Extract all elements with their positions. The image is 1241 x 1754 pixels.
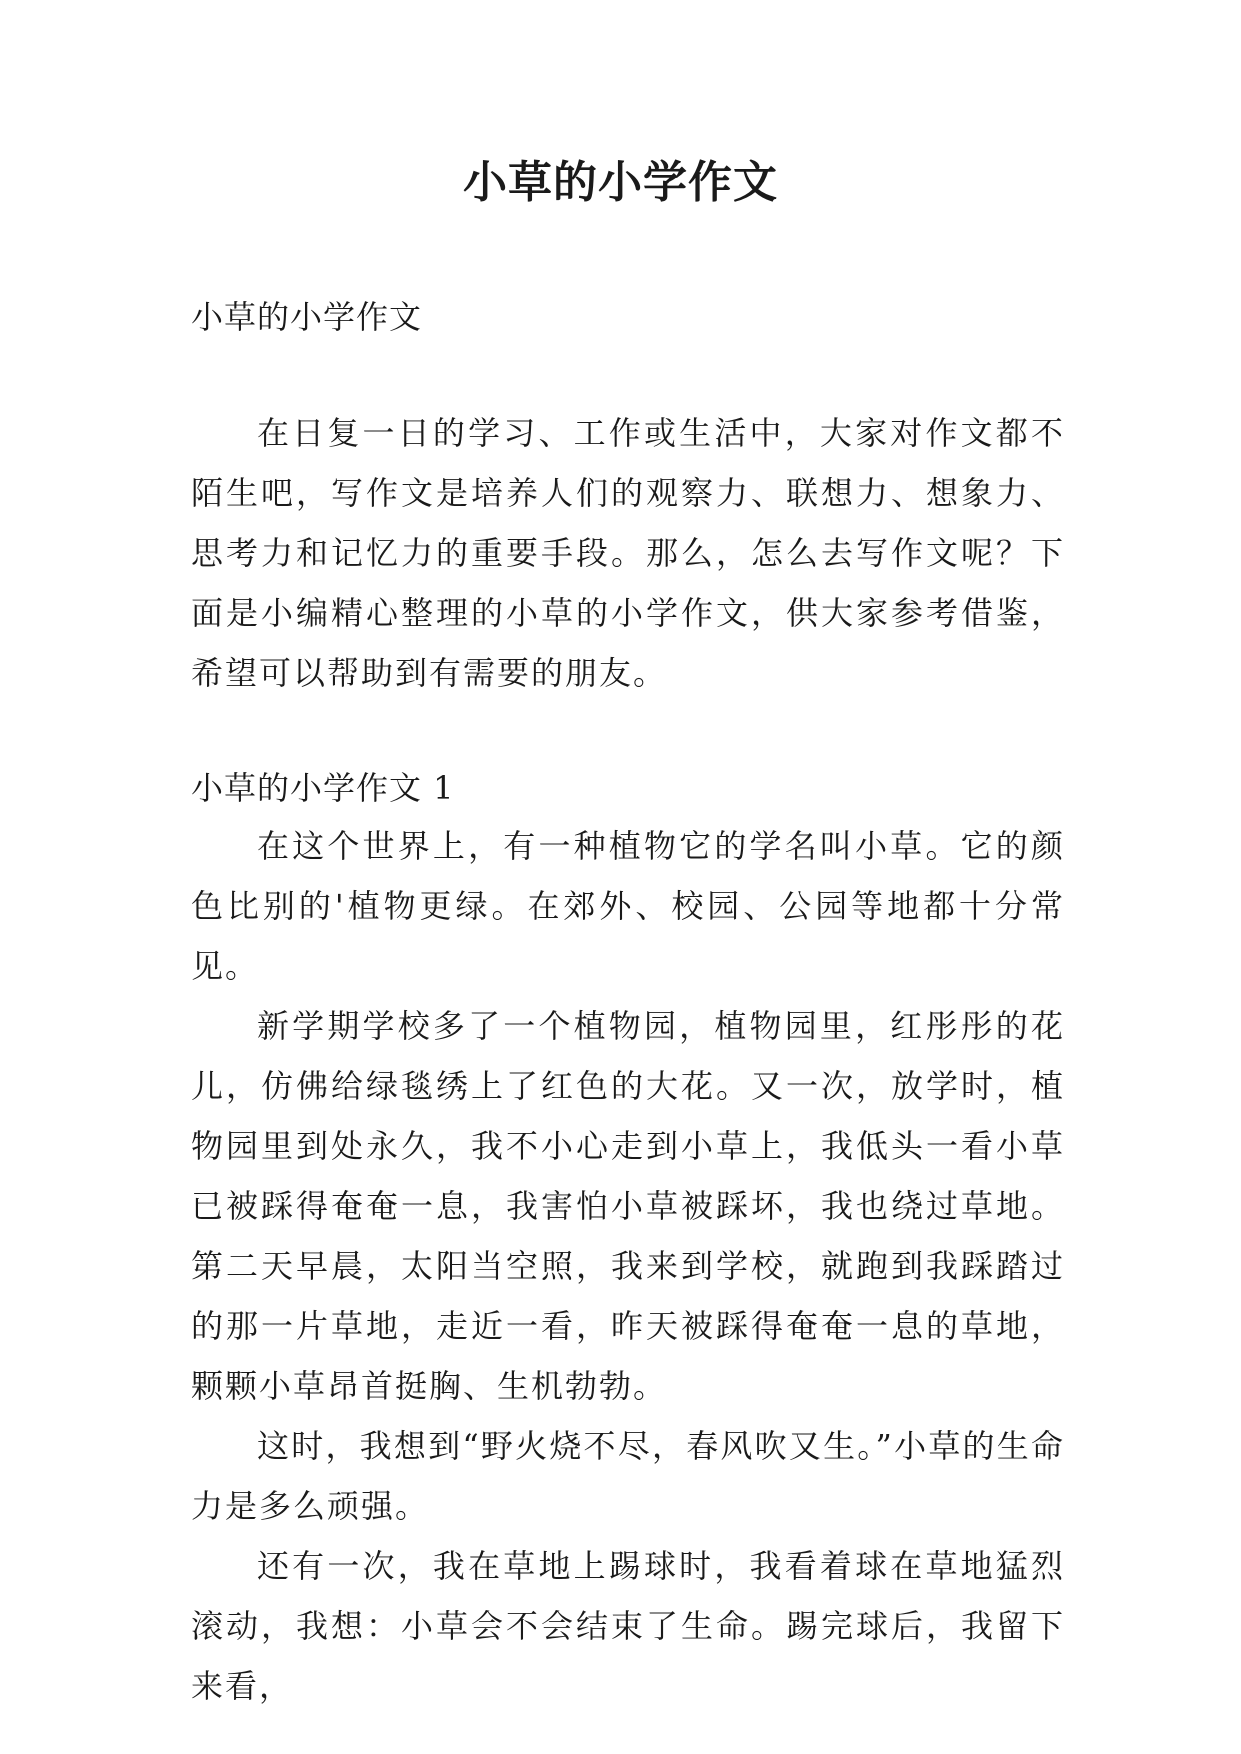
document-subtitle: 小草的小学作文 bbox=[191, 298, 423, 336]
intro-paragraph: 在日复一日的学习、工作或生活中，大家对作文都不陌生吧，写作文是培养人们的观察力、联想力、想象力、思考力和记忆力的重要手段。那么，怎么去写作文呢？下面是小编精心整理的小草的小学作文，供大家参考借鉴，希望可以帮助到有需要的朋友。 bbox=[191, 414, 1065, 692]
body-paragraph: 在这个世界上，有一种植物它的学名叫小草。它的颜色比别的'植物更绿。在郊外、校园、公园等地都十分常见。 bbox=[191, 827, 1065, 985]
intro-section bbox=[191, 403, 1065, 703]
body-paragraph: 还有一次，我在草地上踢球时，我看着球在草地猛烈滚动，我想：小草会不会结束了生命。踢完球后，我留下来看， bbox=[191, 1547, 1065, 1705]
body-paragraph: 新学期学校多了一个植物园，植物园里，红彤彤的花儿，仿佛给绿毯绣上了红色的大花。又一次，放学时，植物园里到处永久，我不小心走到小草上，我低头一看小草已被踩得奄奄一息，我害怕小草被踩坏，我也绕过草地。第二天早晨，太阳当空照，我来到学校，就跑到我踩踏过的那一片草地，走近一看，昨天被踩得奄奄一息的草地，颗颗小草昂首挺胸、生机勃勃。 bbox=[191, 1007, 1065, 1405]
body-paragraph: 这时，我想到“野火烧不尽，春风吹又生。”小草的生命力是多么顽强。 bbox=[191, 1427, 1065, 1525]
document-title: 小草的小学作文 bbox=[463, 157, 778, 208]
section-heading: 小草的小学作文 1 bbox=[191, 769, 455, 807]
story-section bbox=[191, 816, 1065, 1716]
